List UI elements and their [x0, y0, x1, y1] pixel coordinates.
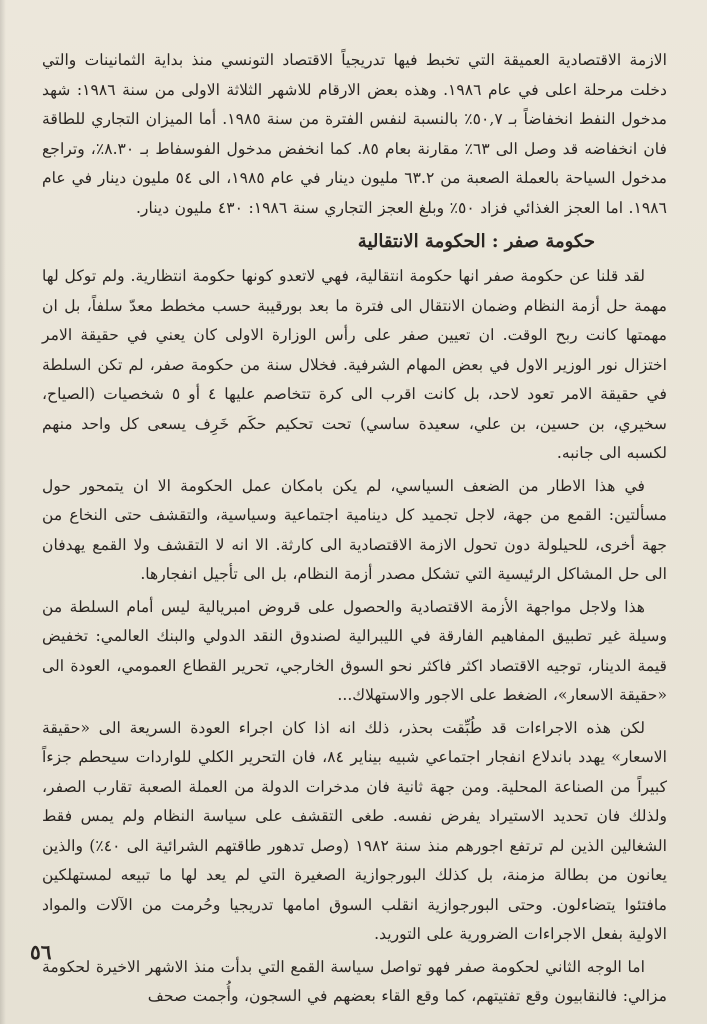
paragraph-repression: اما الوجه الثاني لحكومة صفر فهو تواصل سياسة القمع التي بدأت منذ الاشهر الاخيرة لحكومة مزالي: فالنقابيون وقع تفتيتهم، كما وقع القاء بعضهم في السجون، وأُجمت صحف	[42, 957, 667, 1005]
paragraph-transitional-government: لقد قلنا عن حكومة صفر انها حكومة انتقالية، فهي لاتعدو كونها حكومة انتظارية. ولم توكل لها مهمة حل أزمة النظام وضمان الانتقال الى فترة ما بعد بورقيبة حسب مخطط معدّ سلفاً، بل ان مهمتها كانت ربح الوقت. ان تعيين صفر على رأس الوزارة الاولى كان يعني في حقيقة الامر اختزال نور الوزير الاول في بعض المهام الشرفية. فخلال سنة من حكومة صفر، لم تكن السلطة في حقيقة الامر تعود لاحد، بل كانت اقرب الى كرة تتخاصم عليها ٤ أو ٥ شخصيات (الصياح، سخيري، بن حسين، بن علي، سعيدة ساسي) تحت تحكيم حكَم خَرِف يسعى كل واحد منهم لكسبه الى جانبه.	[42, 267, 667, 462]
page-binding-shadow	[0, 0, 6, 1024]
paragraph-economic-crisis: الازمة الاقتصادية العميقة التي تخبط فيها تدريجياً الاقتصاد التونسي منذ بداية الثمانينات والتي دخلت مرحلة اعلى في عام ١٩٨٦. وهذه بعض الارقام للاشهر الثلاثة الاولى من سنة ١٩٨٦: شهد مدخول النفط انخفاضاً بـ ٥٠,٧٪ بالنسبة لنفس الفترة من سنة ١٩٨٥. أما الميزان التجاري للطاقة فان انخفاضه قد وصل الى ٦٣٪ مقارنة بعام ٨٥. كما انخفض مدخول الفوسفاط بـ ٨.٣٠٪، وتراجع مدخول السياحة بالعملة الصعبة من ٦٣.٢ مليون دينار في عام ١٩٨٥، الى ٥٤ مليون دينار في عام ١٩٨٦. اما العجز الغذائي فزاد ٥٠٪ وبلغ العجز التجاري سنة ١٩٨٦: ٤٣٠ مليون دينار.	[42, 51, 668, 217]
paragraph-cautious-measures: لكن هذه الاجراءات قد طُبِّقت بحذر، ذلك انه اذا كان اجراء العودة السريعة الى «حقيقة الاسعار» يهدد باندلاع انفجار اجتماعي شبيه بيناير ٨٤، فان التحرير الكلي للواردات سيحطم جزءاً كبيراً من الصناعة المحلية. ومن جهة ثانية فان مدخرات الدولة من العملة الصعبة تقارب الصفر، ولذلك فان تحديد الاستيراد يفرض نفسه. طغى التقشف على سياسة النظام ولم يمس فقط الشغالين الذين لم ترتفع اجورهم منذ سنة ١٩٨٢ (وصل تدهور طاقتهم الشرائية الى ٤٠٪) والذين يعانون من بطالة مزمنة، بل كذلك البورجوازية الصغيرة التي لم يعد لها ما تبيعه لمستهلكين مافتئوا يتضاءلون. وحتى البورجوازية انقلب السوق امامها تدريجيا وحُرمت من الآلات والمواد الاولية بفعل الاجراءات الضرورية على التوريد.	[42, 718, 667, 943]
page-number: ٥٦	[30, 940, 52, 964]
section-heading: حكومة صفر : الحكومة الانتقالية	[357, 231, 595, 252]
paragraph-political-weakness: في هذا الاطار من الضعف السياسي، لم يكن بامكان عمل الحكومة الا ان يتمحور حول مسألتين: القمع من جهة، لاجل تجميد كل دينامية اجتماعية وسياسية، والتقشف حتى النخاع من جهة أخرى، للحيلولة دون تحول الازمة الاقتصادية الى كارثة. الا انه لا التقشف ولا القمع يهدفان الى حل المشاكل الرئيسية التي تشكل مصدر أزمة النظام، بل الى تأجيل انفجارها.	[42, 476, 667, 583]
paragraph-imperialist-loans: هذا ولاجل مواجهة الأزمة الاقتصادية والحصول على قروض امبريالية ليس أمام السلطة من وسيلة غير تطبيق المفاهيم الفارقة في الليبرالية لصندوق النقد الدولي والبنك العالمي: تخفيض قيمة الدينار، توجيه الاقتصاد اكثر فاكثر نحو السوق الخارجي، تحرير القطاع العمومي، العودة الى «حقيقة الاسعار»، الضغط على الاجور والاستهلاك...	[42, 597, 667, 704]
